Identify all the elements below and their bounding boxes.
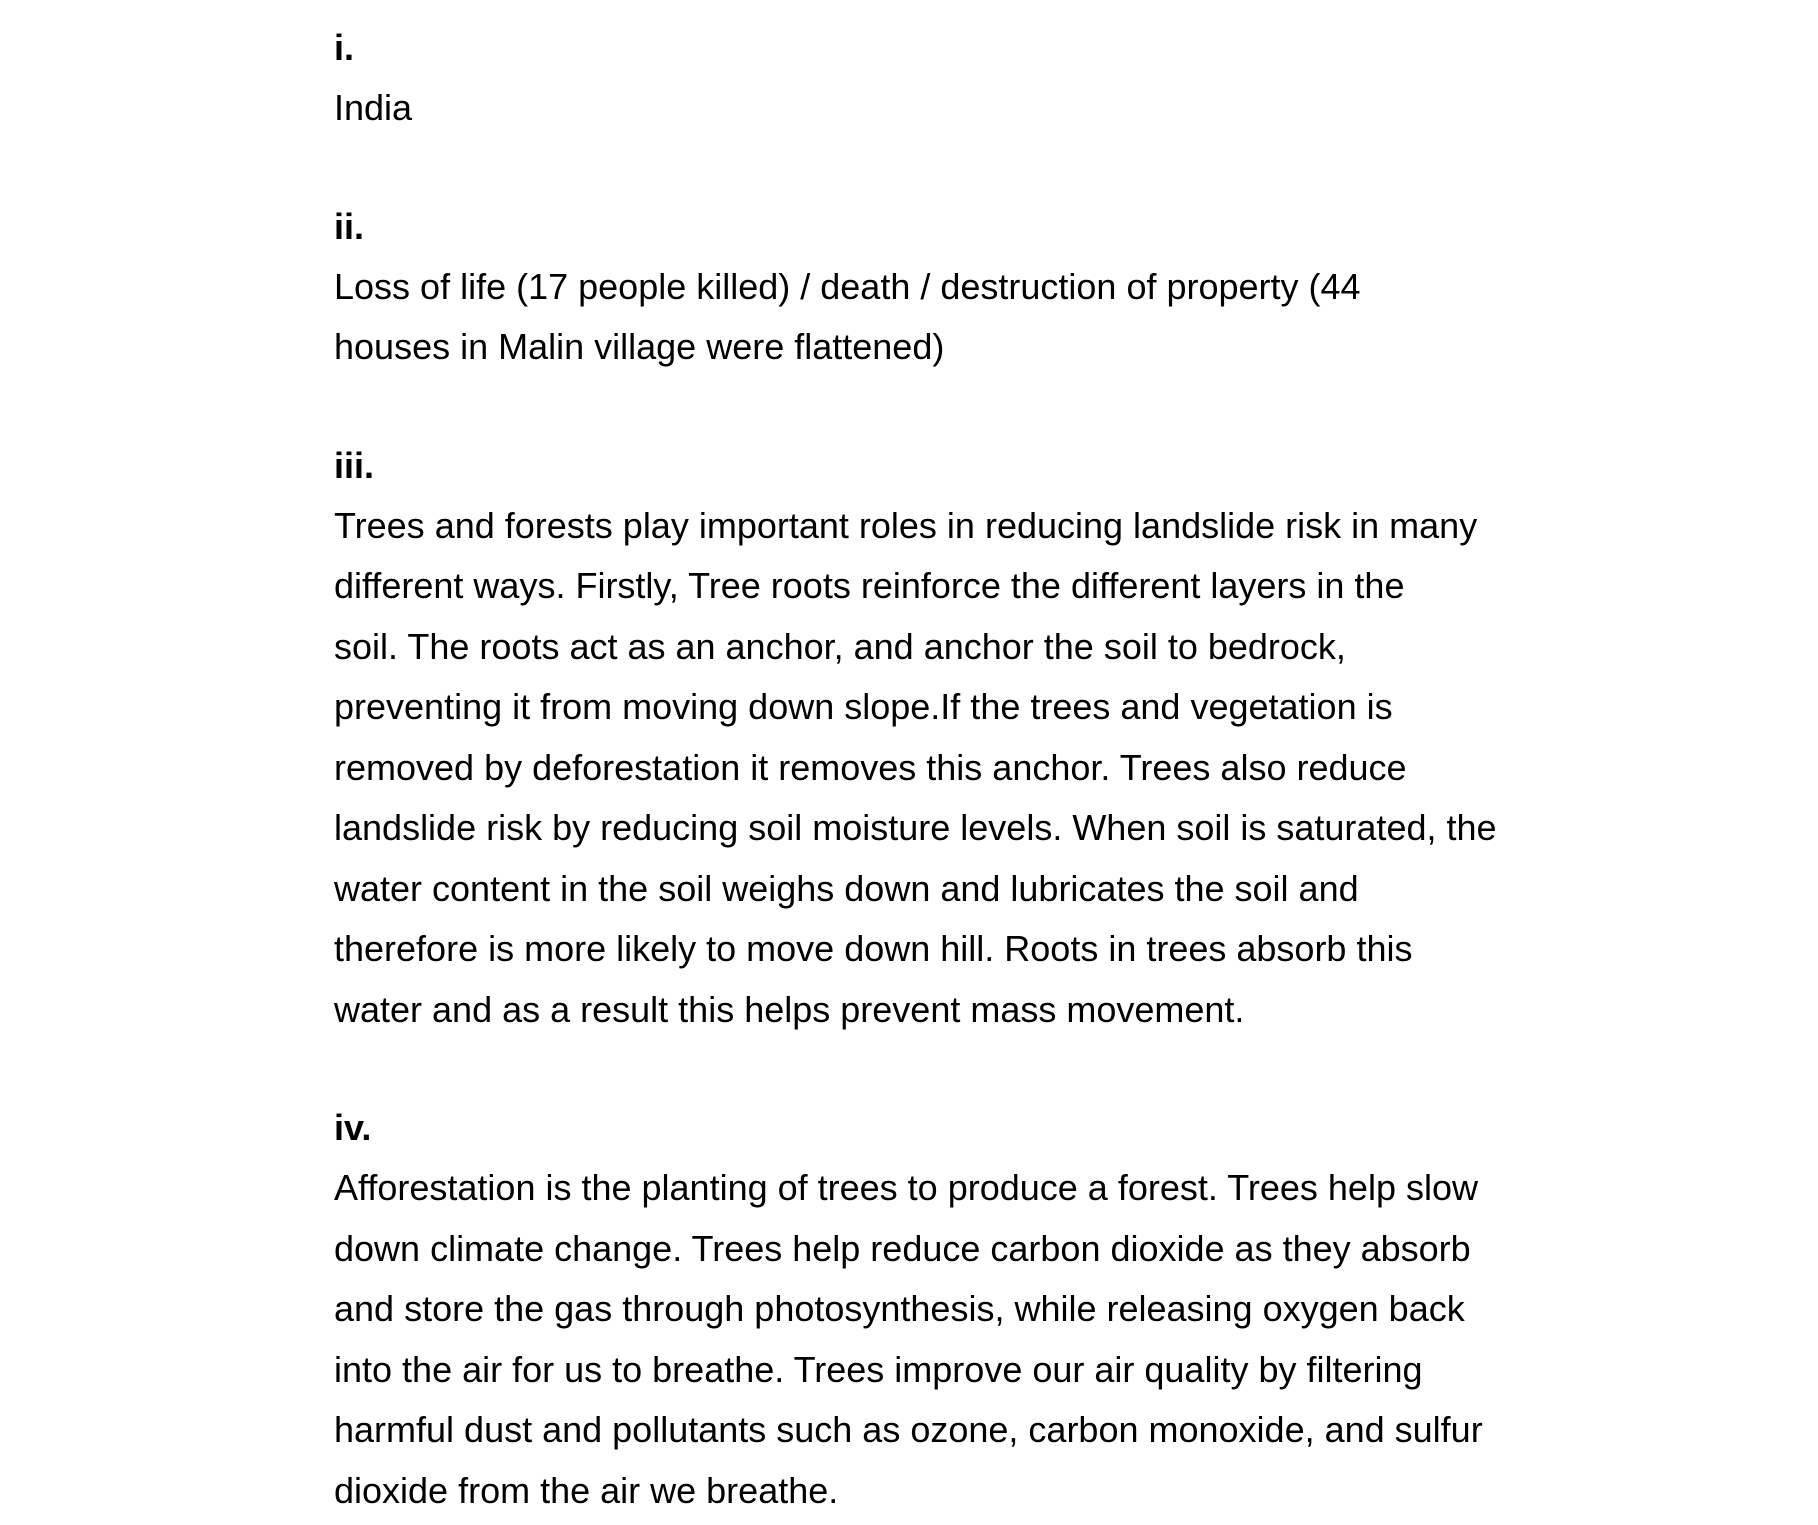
answer-line: soil. The roots act as an anchor, and anchor the soil to bedrock,	[334, 625, 1346, 667]
answer-line: Afforestation is the planting of trees to produce a forest. Trees help slow	[334, 1167, 1478, 1208]
answer-line: water and as a result this helps prevent mass movement.	[334, 988, 1245, 1030]
answer-numeral: ii.	[334, 205, 365, 247]
answer-line: dioxide from the air we breathe.	[334, 1469, 839, 1511]
answer-line: into the air for us to breathe. Trees improve our air quality by filtering	[334, 1348, 1423, 1390]
answer-line: removed by deforestation it removes this anchor. Trees also reduce	[334, 746, 1407, 788]
answer-line: India	[334, 87, 413, 128]
answer-iv	[334, 1098, 1634, 1521]
answer-line: down climate change. Trees help reduce carbon dioxide as they absorb	[334, 1227, 1471, 1269]
answer-ii	[334, 197, 1634, 378]
answer-line: preventing it from moving down slope.If the trees and vegetation is	[334, 686, 1393, 727]
answer-iii	[334, 436, 1634, 1041]
answer-line: landslide risk by reducing soil moisture levels. When soil is saturated, the	[334, 807, 1497, 848]
answer-i	[334, 18, 1634, 139]
answer-line: Trees and forests play important roles in reducing landslide risk in many	[334, 504, 1478, 546]
answer-numeral: i.	[334, 27, 355, 68]
answer-numeral: iv.	[334, 1107, 372, 1148]
answer-line: water content in the soil weighs down and lubricates the soil and	[334, 867, 1359, 909]
document-page	[334, 18, 1634, 1521]
answer-line: and store the gas through photosynthesis, while releasing oxygen back	[334, 1288, 1465, 1329]
answer-line: therefore is more likely to move down hill. Roots in trees absorb this	[334, 928, 1413, 969]
answer-line: houses in Malin village were flattened)	[334, 326, 945, 367]
answer-numeral: iii.	[334, 444, 375, 486]
answer-line: harmful dust and pollutants such as ozone, carbon monoxide, and sulfur	[334, 1409, 1483, 1450]
answer-line: Loss of life (17 people killed) / death / destruction of property (44	[334, 265, 1361, 307]
answer-line: different ways. Firstly, Tree roots reinforce the different layers in the	[334, 565, 1405, 606]
